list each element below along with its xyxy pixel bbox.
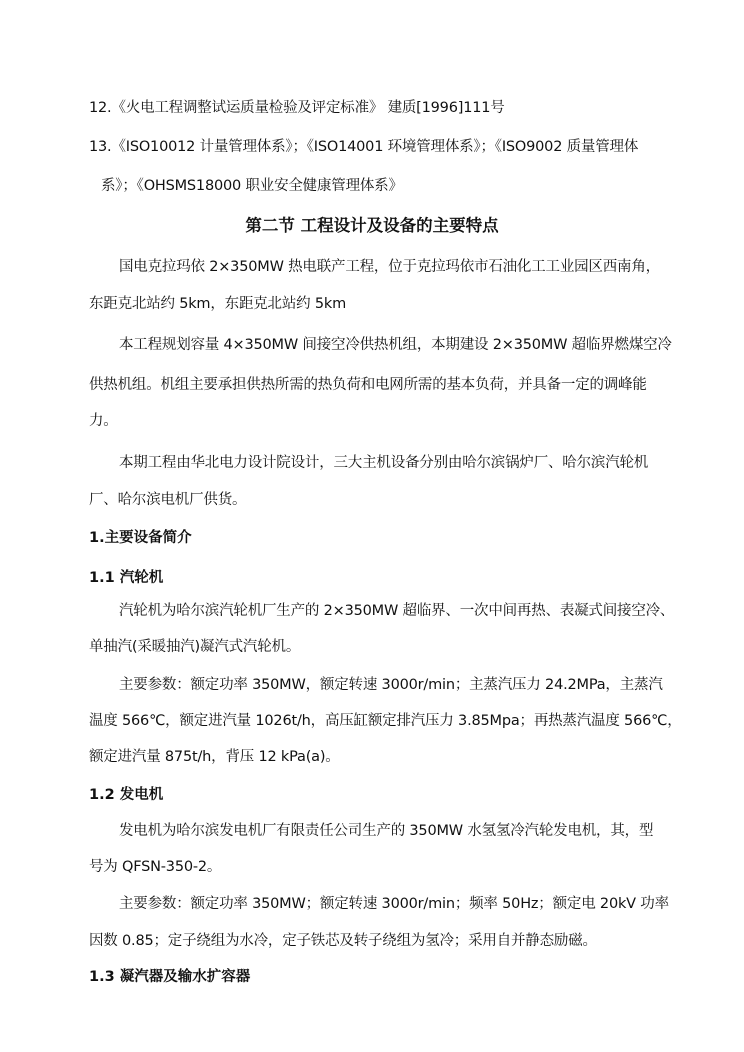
paragraph-line: 额定进汽量 875t/h，背压 12 kPa(a)。 bbox=[89, 749, 340, 765]
paragraph-line: 发电机为哈尔滨发电机厂有限责任公司生产的 350MW 水氢氢冷汽轮发电机，其，型 bbox=[119, 823, 654, 839]
reference-item-13 bbox=[89, 137, 638, 157]
reference-number: 12. bbox=[89, 100, 112, 116]
paragraph-line: 国电克拉玛依 2×350MW 热电联产工程，位于克拉玛依市石油化工工业园区西南角， bbox=[119, 259, 660, 275]
paragraph-line: 力。 bbox=[89, 413, 118, 429]
paragraph-line: 单抽汽(采暖抽汽)凝汽式汽轮机。 bbox=[89, 639, 301, 655]
paragraph-line: 主要参数：额定功率 350MW，额定转速 3000r/min；主蒸汽压力 24.2MPa，主蒸汽 bbox=[119, 677, 663, 693]
reference-number: 13. bbox=[89, 139, 112, 155]
paragraph-line: 温度 566℃，额定进汽量 1026t/h，高压缸额定排汽压力 3.85Mpa；再热蒸汽温度 566℃， bbox=[89, 713, 682, 729]
paragraph-line: 汽轮机为哈尔滨汽轮机厂生产的 2×350MW 超临界、一次中间再热、表凝式间接空冷、 bbox=[119, 603, 675, 619]
section-title: 第二节 工程设计及设备的主要特点 bbox=[245, 216, 499, 235]
paragraph-line: 东距克北站约 5km，东距克北站约 5km bbox=[89, 296, 347, 312]
reference-text: 《火电工程调整试运质量检验及评定标准》 建质[1996]111号 bbox=[111, 100, 505, 116]
item-heading-turbine: 1.1 汽轮机 bbox=[89, 570, 164, 586]
paragraph-line: 因数 0.85；定子绕组为水冷，定子铁芯及转子绕组为氢冷；采用自并静态励磁。 bbox=[89, 933, 597, 949]
item-heading-condenser: 1.3 凝汽器及输水扩容器 bbox=[89, 969, 251, 985]
paragraph-line: 号为 QFSN-350-2。 bbox=[89, 859, 222, 875]
subsection-heading: 1.主要设备简介 bbox=[89, 530, 192, 546]
reference-item-12 bbox=[89, 98, 505, 118]
paragraph-line: 本期工程由华北电力设计院设计，三大主机设备分别由哈尔滨锅炉厂、哈尔滨汽轮机 bbox=[119, 455, 649, 471]
paragraph-line: 供热机组。机组主要承担供热所需的热负荷和电网所需的基本负荷，并具备一定的调峰能 bbox=[89, 377, 647, 393]
paragraph-line: 厂、哈尔滨电机厂供货。 bbox=[89, 492, 247, 508]
reference-text-line1: 《ISO10012 计量管理体系》；《ISO14001 环境管理体系》；《ISO9002 质量管理体 bbox=[111, 139, 639, 155]
item-heading-generator: 1.2 发电机 bbox=[89, 787, 164, 803]
paragraph-line: 本工程规划容量 4×350MW 间接空冷供热机组，本期建设 2×350MW 超临界燃煤空冷 bbox=[119, 337, 672, 353]
paragraph-line: 主要参数：额定功率 350MW；额定转速 3000r/min；频率 50Hz；额定电 20kV 功率 bbox=[119, 896, 669, 912]
reference-item-13-continuation: 系》；《OHSMS18000 职业安全健康管理体系》 bbox=[101, 178, 403, 194]
